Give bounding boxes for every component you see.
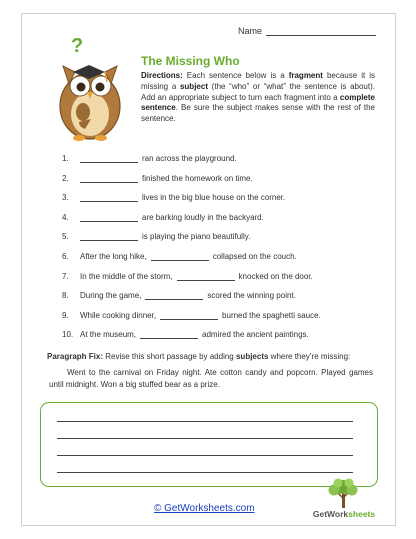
item-number: 6. [62,251,69,261]
item-text: are barking loudly in the backyard. [142,212,264,222]
answer-blank[interactable] [160,311,218,320]
item-text: knocked on the door. [238,271,313,281]
fragment-item [62,311,382,331]
site-link[interactable]: © GetWorksheets.com [154,503,255,514]
answer-blank[interactable] [80,174,138,183]
fragment-item [62,272,382,292]
item-text: admired the ancient paintings. [202,330,309,340]
item-number: 1. [62,154,69,163]
item-lead: During the game, [80,291,142,301]
worksheet-page [21,13,396,526]
name-field [238,26,376,36]
answer-blank[interactable] [145,291,203,300]
directions-part: because it is missing a [141,71,375,91]
directions-part: . Be sure the subject makes sense with the rest of the sentence. [141,103,375,124]
directions-label: Directions: [141,71,183,80]
answer-blank[interactable] [80,213,138,222]
paragraph-fix-instructions [47,352,377,361]
item-lead: While cooking dinner, [80,310,157,320]
answer-blank[interactable] [80,193,138,202]
logo-text-green: sheets [348,509,376,519]
directions-text [141,71,375,125]
getworksheets-logo [304,476,384,522]
fragment-item [62,291,382,311]
fragment-list [62,154,382,350]
item-text: finished the homework on time. [142,173,253,183]
writing-line[interactable] [57,438,353,439]
item-number: 4. [62,212,69,222]
tree-logo-icon [304,476,384,510]
answer-blank[interactable] [177,272,235,281]
item-number: 5. [62,232,69,242]
answer-box[interactable] [40,402,378,487]
name-blank[interactable] [266,26,376,36]
item-number: 8. [62,291,69,301]
item-text: burned the spaghetti sauce. [222,310,321,320]
directions-part: (the “who” or “what” the sentence is about). Add an appropriate subject to turn each fragment into a [141,81,375,102]
item-number: 3. [62,193,69,203]
item-number: 7. [62,271,69,281]
answer-blank[interactable] [80,154,138,163]
fragment-item [62,232,382,252]
item-number: 2. [62,173,69,183]
item-number: 9. [62,310,69,320]
item-number: 10. [62,330,74,340]
writing-line[interactable] [57,421,353,422]
item-lead: In the middle of the storm, [80,271,173,281]
item-text: ran across the playground. [142,154,237,163]
name-label: Name [238,26,263,36]
writing-line[interactable] [57,472,353,473]
directions-bold: subject [179,81,208,91]
svg-text:?: ? [71,35,84,57]
item-text: lives in the big blue house on the corner. [142,193,286,203]
worksheet-title: The Missing Who [141,54,240,68]
instructions-bold: subjects [235,352,269,361]
writing-line[interactable] [57,455,353,456]
owl-icon [45,32,131,144]
directions-part: Each sentence below is a [182,71,289,80]
fragment-item [62,252,382,272]
fragment-item [62,154,382,174]
instructions-part: where they’re missing: [268,352,351,361]
answer-blank[interactable] [151,252,209,261]
fragment-item [62,330,382,350]
fragment-item [62,174,382,194]
paragraph-fix-label: Paragraph Fix: [47,352,104,361]
fragment-item [62,193,382,213]
directions-bold: complete sentence [141,92,375,113]
item-text: is playing the piano beautifully. [142,232,251,242]
answer-blank[interactable] [140,330,198,339]
fragment-item [62,213,382,233]
logo-text-dark: GetWork [312,509,349,519]
item-text: collapsed on the couch. [212,251,297,261]
logo-text [304,509,384,519]
item-text: scored the winning point. [207,291,296,301]
passage-text: Went to the carnival on Friday night. Ate cotton candy and popcorn. Played games until midnight. Won a big stuffed bear as a prize. [49,368,373,389]
answer-blank[interactable] [80,232,138,241]
directions-bold: fragment [288,71,323,80]
item-lead: After the long hike, [80,251,147,261]
item-lead: At the museum, [80,330,137,340]
instructions-part: Revise this short passage by adding [103,352,236,361]
